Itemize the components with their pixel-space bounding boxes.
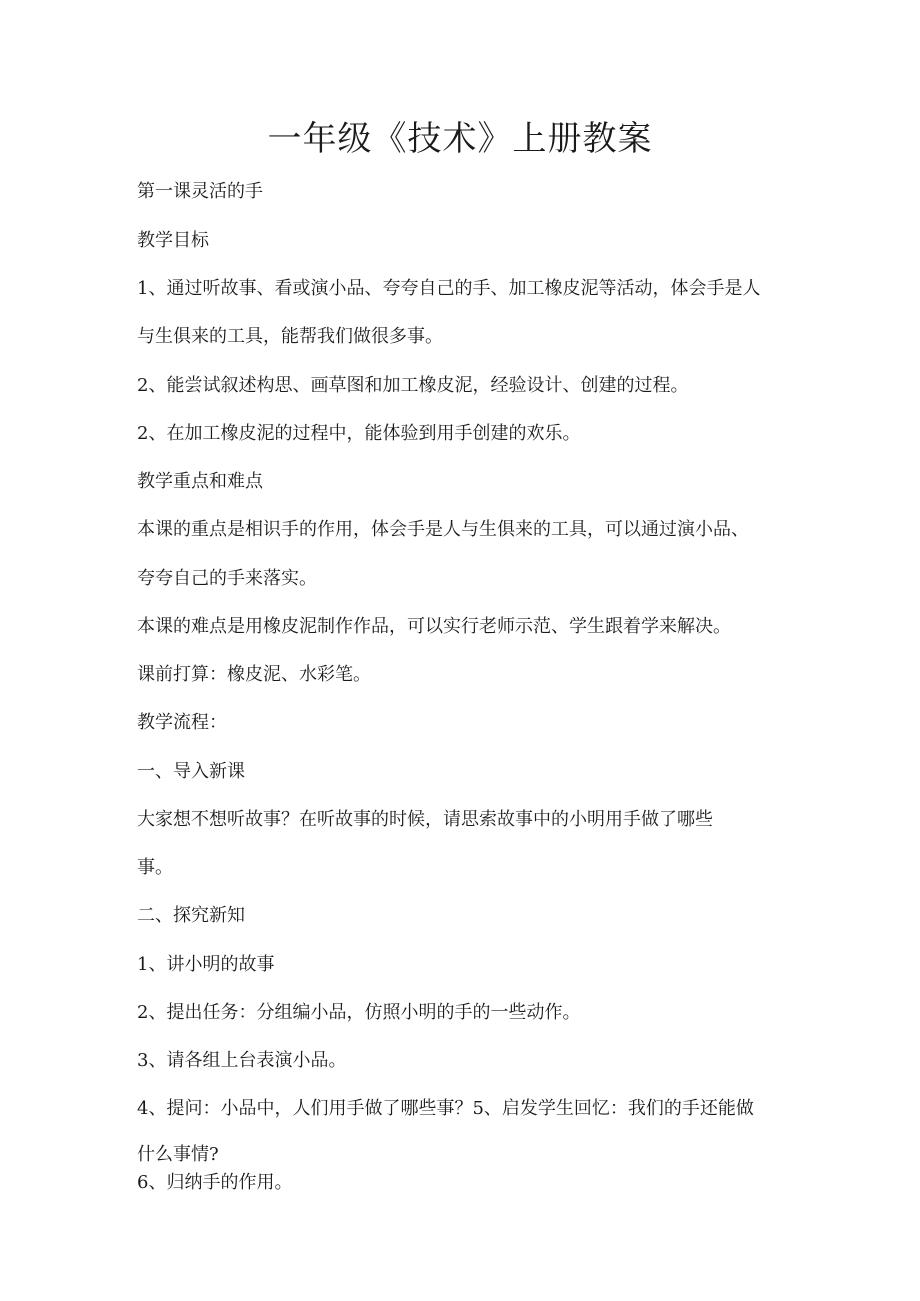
section-heading-key-points: 教学重点和难点 xyxy=(137,471,263,492)
paragraph-line: 课前打算：橡皮泥、水彩笔。 xyxy=(137,664,371,685)
list-item: 1、讲小明的故事 xyxy=(137,954,275,975)
list-item: 4、提问：小品中，人们用手做了哪些事？5、启发学生回忆：我们的手还能做 xyxy=(137,1098,754,1119)
list-item: 2、提出任务：分组编小品，仿照小明的手的一些动作。 xyxy=(137,1002,581,1023)
paragraph-line: 2、能尝试叙述构思、画草图和加工橡皮泥，经验设计、创建的过程。 xyxy=(137,375,689,396)
subsection-heading: 一、导入新课 xyxy=(137,761,245,782)
list-item: 3、请各组上台表演小品。 xyxy=(137,1050,347,1071)
section-heading-flow: 教学流程： xyxy=(137,712,227,733)
paragraph-line: 2、在加工橡皮泥的过程中，能体验到用手创建的欢乐。 xyxy=(137,423,581,444)
paragraph-line: 本课的难点是用橡皮泥制作作品，可以实行老师示范、学生跟着学来解决。 xyxy=(137,616,731,637)
list-item: 6、归纳手的作用。 xyxy=(137,1172,293,1193)
section-heading-goals: 教学目标 xyxy=(137,230,209,251)
paragraph-line: 夸夸自己的手来落实。 xyxy=(137,568,317,589)
lesson-title: 第一课灵活的手 xyxy=(137,181,263,202)
subsection-heading: 二、探究新知 xyxy=(137,905,245,926)
list-item: 什么事情? xyxy=(137,1144,219,1165)
paragraph-line: 与生俱来的工具，能帮我们做很多事。 xyxy=(137,326,443,347)
page-title: 一年级《技术》上册教案 xyxy=(267,119,653,159)
paragraph-line: 本课的重点是相识手的作用，体会手是人与生俱来的工具，可以通过演小品、 xyxy=(137,519,749,540)
paragraph-line: 大家想不想听故事？在听故事的时候，请思索故事中的小明用手做了哪些 xyxy=(137,809,713,830)
paragraph-line: 事。 xyxy=(137,857,173,878)
paragraph-line: 1、通过听故事、看或演小品、夸夸自己的手、加工橡皮泥等活动，体会手是人 xyxy=(137,278,761,299)
